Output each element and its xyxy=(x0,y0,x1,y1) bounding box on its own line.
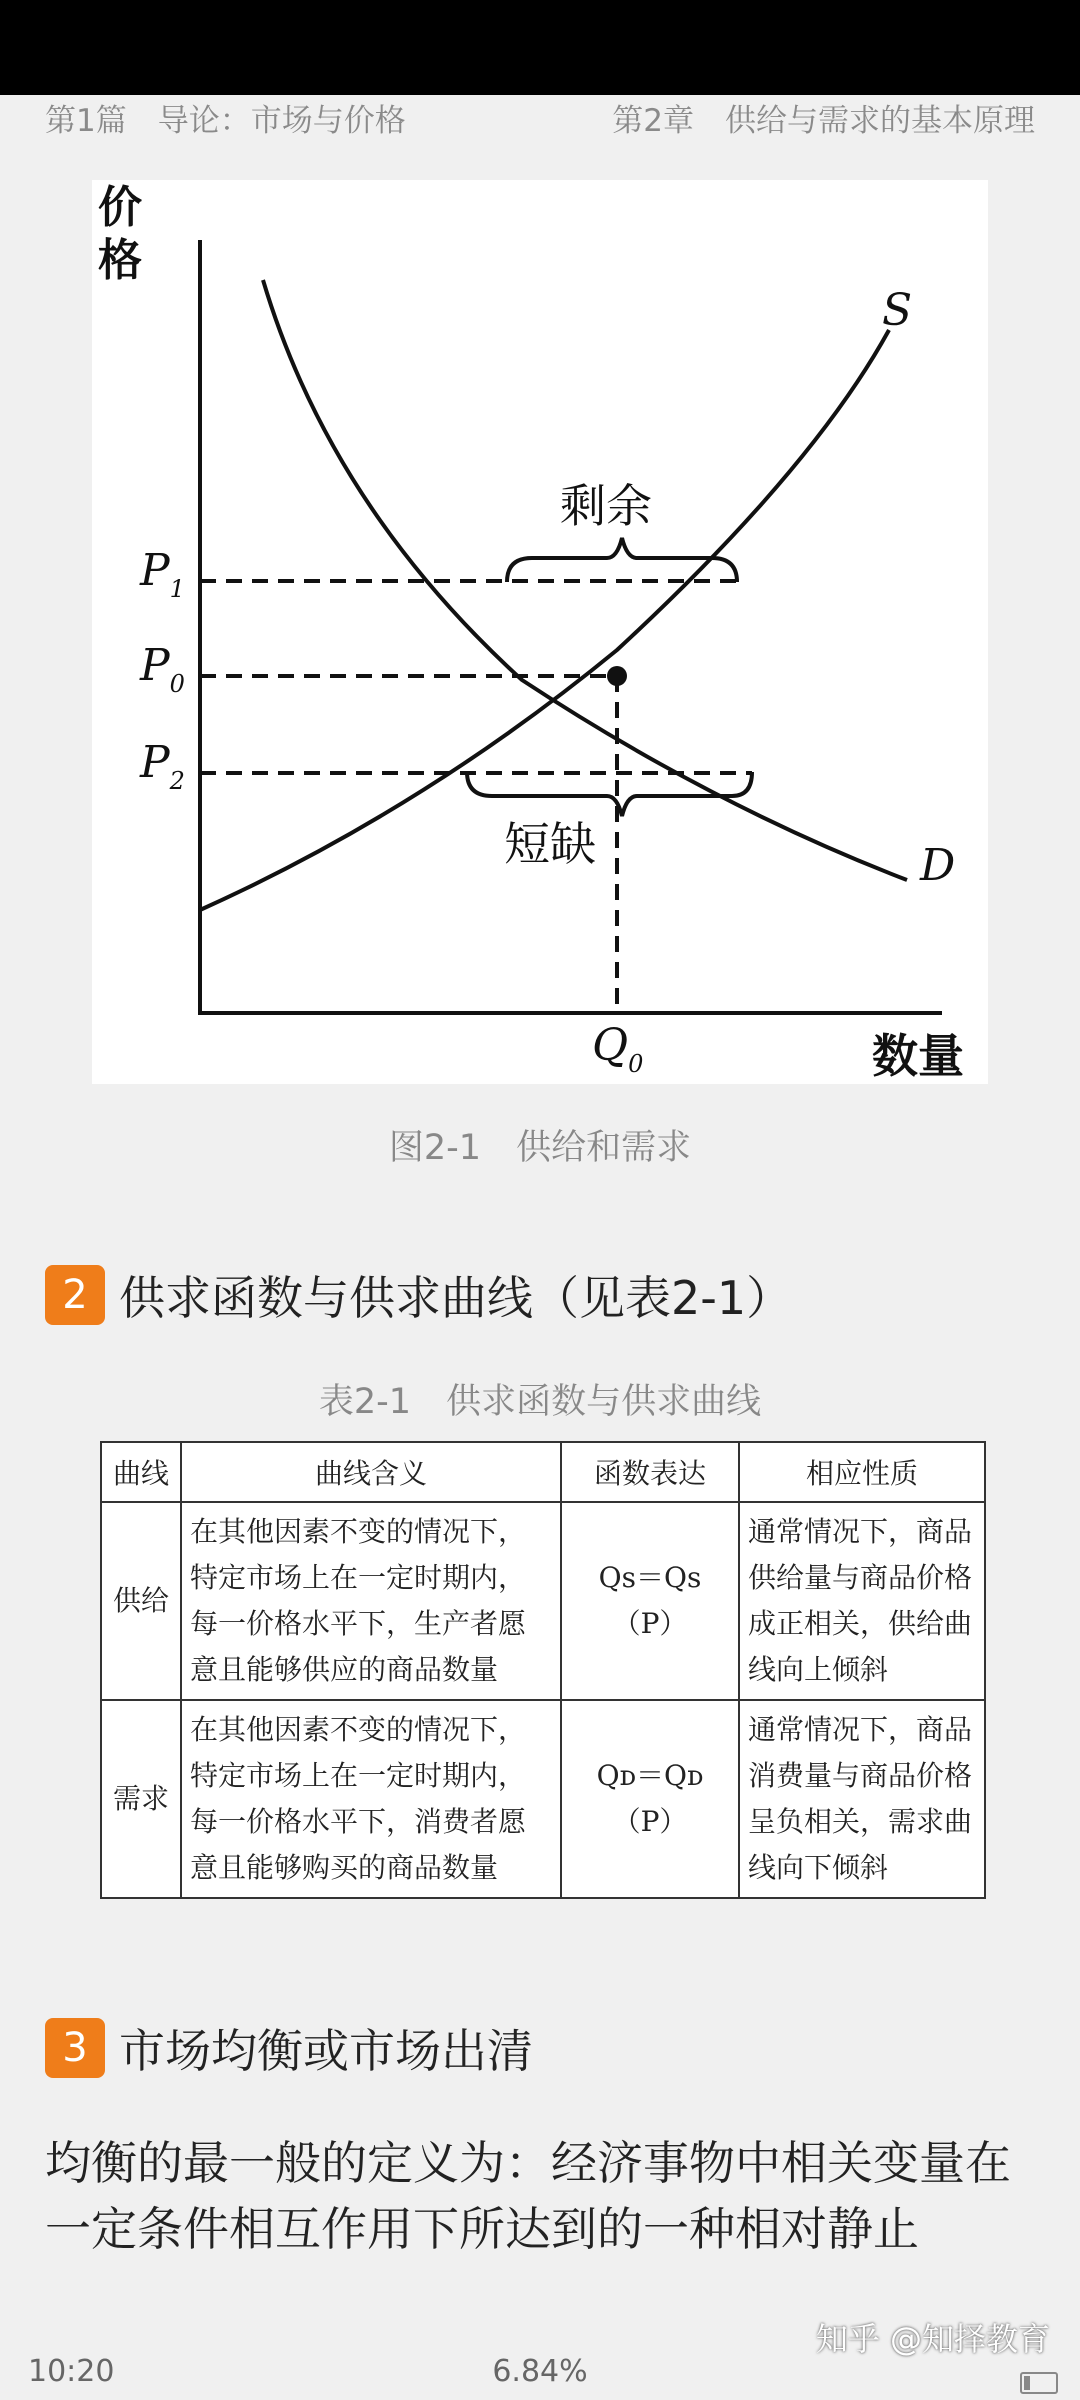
zhihu-watermark: 知乎 @知择教育 xyxy=(815,2320,1050,2358)
price-label-p1: $P_1$ xyxy=(140,545,185,603)
supply-demand-diagram xyxy=(92,180,988,1084)
surplus-label: 剩余 xyxy=(560,479,652,533)
table-cell-curve: 供给 xyxy=(101,1502,181,1700)
price-label-p2: $P_2$ xyxy=(140,737,185,795)
clock: 10:20 xyxy=(28,2354,115,2389)
y-axis-label-2: 格 xyxy=(98,235,142,286)
section-number-badge: 2 xyxy=(45,1265,105,1325)
surplus-brace xyxy=(507,538,737,582)
equilibrium-point xyxy=(607,666,627,686)
table-cell-function: Qs＝Qs（P） xyxy=(561,1502,739,1700)
supply-label: S xyxy=(882,285,913,336)
table-row xyxy=(101,1700,985,1898)
price-label-p0: $P_0$ xyxy=(140,640,185,698)
running-header-right: 第2章 供给与需求的基本原理 xyxy=(612,103,1035,139)
shortage-brace xyxy=(467,772,752,816)
y-axis-label-1: 价 xyxy=(98,182,142,233)
table-header-cell: 曲线含义 xyxy=(181,1442,561,1502)
table-cell-property: 通常情况下，商品消费量与商品价格呈负相关，需求曲线向下倾斜 xyxy=(739,1700,985,1898)
table-cell-property: 通常情况下，商品供给量与商品价格成正相关，供给曲线向上倾斜 xyxy=(739,1502,985,1700)
table-row xyxy=(101,1502,985,1700)
section-3-heading xyxy=(45,2015,533,2078)
table-header-row xyxy=(101,1442,985,1502)
figure-caption: 图2-1 供给和需求 xyxy=(388,1128,692,1168)
table-cell-function: Qᴅ＝Qᴅ（P） xyxy=(561,1700,739,1898)
top-black-bar xyxy=(0,0,1080,95)
reading-progress: 6.84% xyxy=(492,2354,588,2389)
body-paragraph: 均衡的最一般的定义为：经济事物中相关变量在一定条件相互作用下所达到的一种相对静止 xyxy=(45,2136,1011,2256)
table-cell-meaning: 在其他因素不变的情况下，特定市场上在一定时期内，每一价格水平下，生产者愿意且能够供应的商品数量 xyxy=(181,1502,561,1700)
running-header-left: 第1篇 导论：市场与价格 xyxy=(45,103,406,139)
supply-demand-figure xyxy=(92,180,988,1084)
table-header-cell: 函数表达 xyxy=(561,1442,739,1502)
table-header-cell: 相应性质 xyxy=(739,1442,985,1502)
section-2-heading xyxy=(45,1262,793,1325)
x-axis-label: 数量 xyxy=(872,1029,964,1083)
shortage-label: 短缺 xyxy=(504,817,596,871)
table-cell-curve: 需求 xyxy=(101,1700,181,1898)
section-title: 市场均衡或市场出清 xyxy=(119,2024,533,2078)
section-title: 供求函数与供求曲线（见表2-1） xyxy=(119,1271,793,1325)
section-number-badge: 3 xyxy=(45,2018,105,2078)
table-caption: 表2-1 供求函数与供求曲线 xyxy=(318,1382,762,1422)
table-header-cell: 曲线 xyxy=(101,1442,181,1502)
demand-label: D xyxy=(920,840,956,891)
running-header xyxy=(0,95,1080,141)
table-cell-meaning: 在其他因素不变的情况下，特定市场上在一定时期内，每一价格水平下，消费者愿意且能够购买的商品数量 xyxy=(181,1700,561,1898)
battery-icon xyxy=(1020,2372,1058,2394)
supply-demand-table xyxy=(100,1441,986,1899)
quantity-label-q0: $Q_0$ xyxy=(592,1020,644,1078)
